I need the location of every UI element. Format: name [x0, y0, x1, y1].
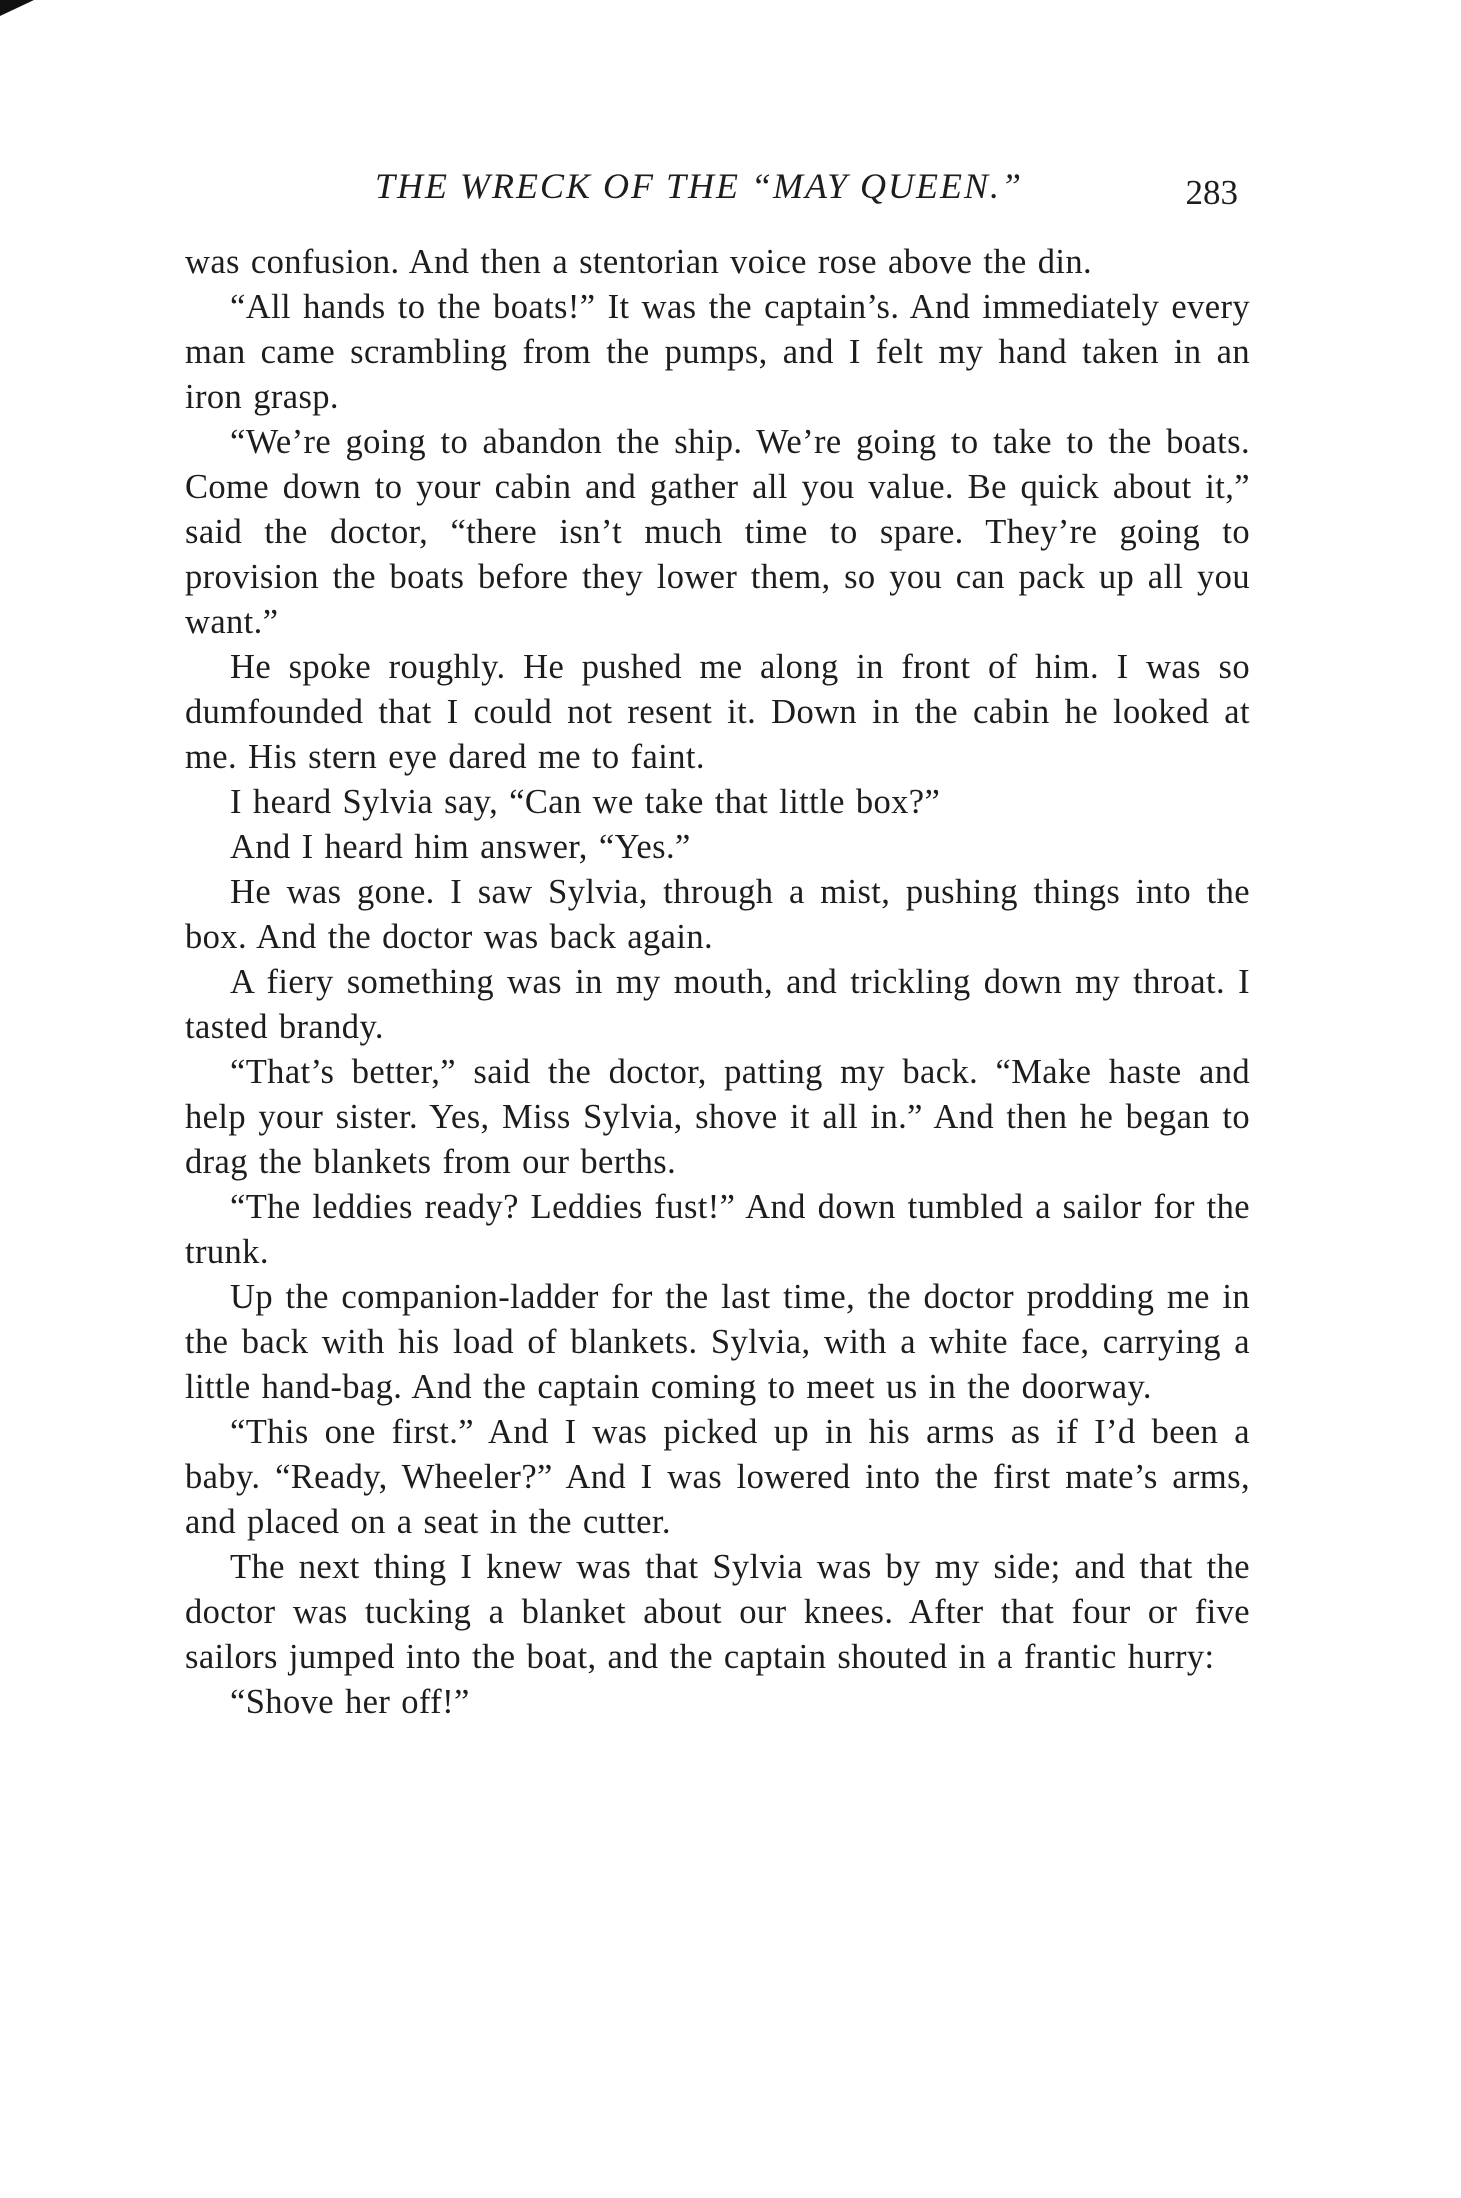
body-text — [185, 240, 1250, 1725]
paragraph: “That’s better,” said the doctor, patting my back. “Make haste and help your sister. Yes, Miss Sylvia, shove it all in.” And then he began to drag the blankets from our berths. — [185, 1053, 1250, 1181]
paragraph: “All hands to the boats!” It was the captain’s. And immediately every man came scrambling from the pumps, and I felt my hand taken in an iron grasp. — [185, 288, 1250, 416]
page-number: 283 — [1185, 173, 1238, 212]
page-corner-mark — [0, 0, 34, 16]
paragraph: “We’re going to abandon the ship. We’re going to take to the boats. Come down to your cabin and gather all you value. Be quick about it,” said the doctor, “there isn’t much time to spare. They’re going to provision the boats before they lower them, so you can pack up all you want.” — [185, 423, 1250, 641]
paragraph: “This one first.” And I was picked up in his arms as if I’d been a baby. “Ready, Wheeler?” And I was lowered into the first mate’s arms, and placed on a seat in the cutter. — [185, 1413, 1250, 1541]
paragraph: He spoke roughly. He pushed me along in front of him. I was so dumfounded that I could not resent it. Down in the cabin he looked at me. His stern eye dared me to faint. — [185, 648, 1250, 776]
paragraph: A fiery something was in my mouth, and trickling down my throat. I tasted brandy. — [185, 963, 1250, 1046]
running-head — [185, 165, 1250, 225]
chapter-running-title: THE WRECK OF THE “MAY QUEEN.” — [375, 166, 1024, 206]
paragraph: He was gone. I saw Sylvia, through a mist, pushing things into the box. And the doctor was back again. — [185, 873, 1250, 956]
paragraph: was confusion. And then a stentorian voice rose above the din. — [185, 243, 1093, 281]
paragraph: The next thing I knew was that Sylvia was by my side; and that the doctor was tucking a blanket about our knees. After that four or five sailors jumped into the boat, and the captain shouted in a frantic hurry: — [185, 1548, 1250, 1676]
paragraph: Up the companion-ladder for the last time, the doctor prodding me in the back with his load of blankets. Sylvia, with a white face, carrying a little hand-bag. And the captain coming to meet us in the doorway. — [185, 1278, 1250, 1406]
paragraph: “Shove her off!” — [230, 1683, 470, 1721]
paragraph: And I heard him answer, “Yes.” — [230, 828, 691, 866]
paragraph: “The leddies ready? Leddies fust!” And down tumbled a sailor for the trunk. — [185, 1188, 1250, 1271]
book-page — [185, 165, 1250, 1721]
paragraph: I heard Sylvia say, “Can we take that little box?” — [230, 783, 941, 821]
